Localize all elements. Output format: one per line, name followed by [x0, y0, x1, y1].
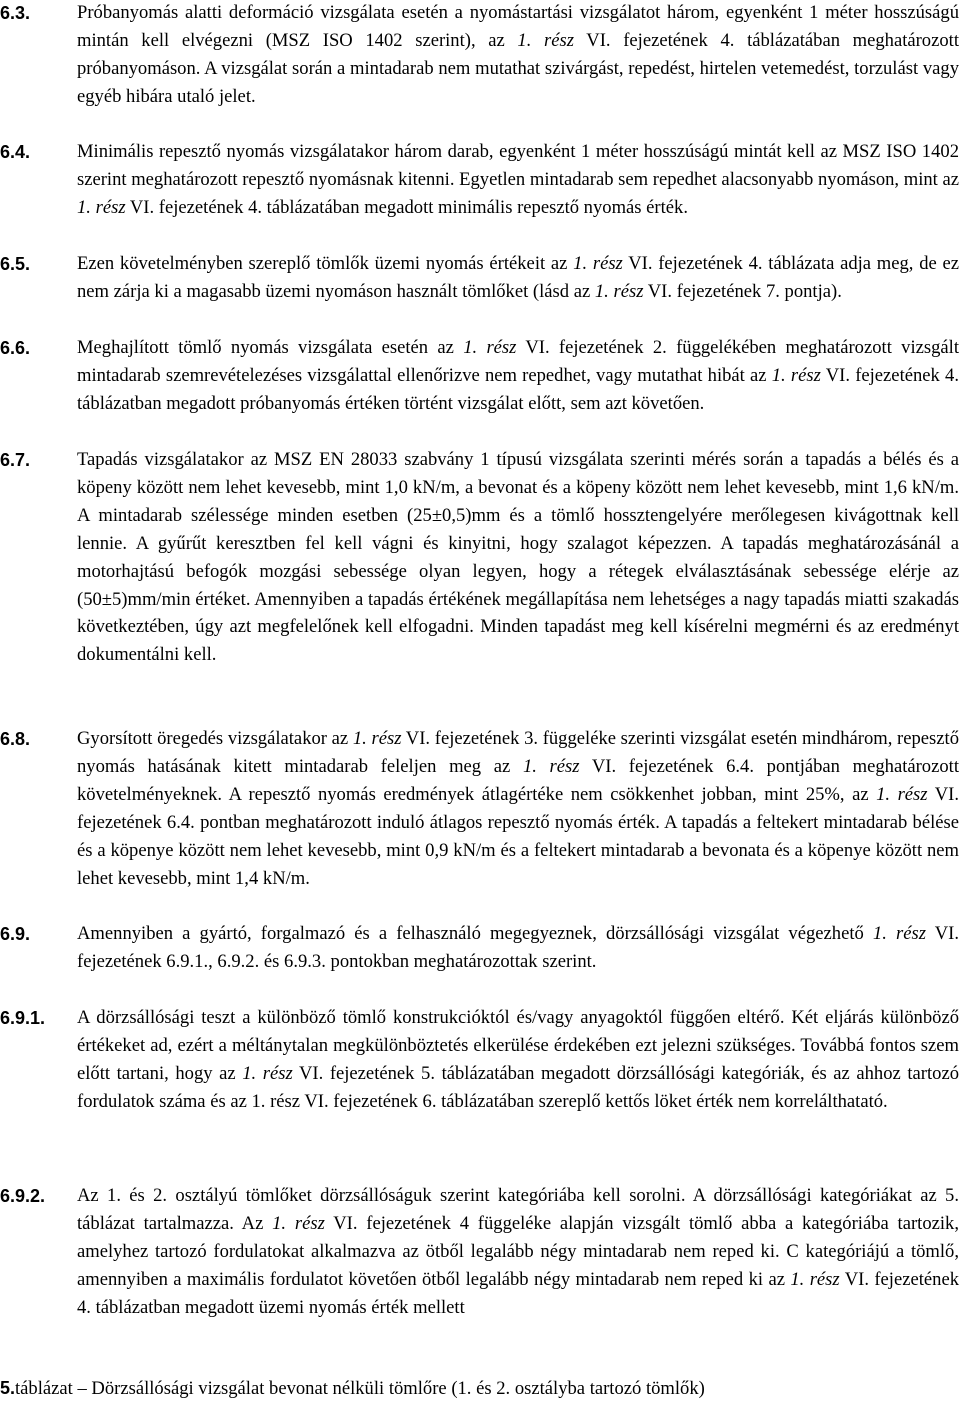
section-text — [77, 1182, 959, 1322]
italic-ref: 1. rész — [77, 196, 126, 218]
section-number: 6.9.2. — [0, 1186, 46, 1206]
text-run: A dörzsállósági teszt a különböző tömlő konstrukcióktól és/vagy anyagoktól függően eltérő. Két eljárás különböző értékeket ad, ezért a méltánytalan megkülönböztetés elkerülése érdekében ezt jelezni szükséges. Továbbá fontos szem előtt tartani, hogy az — [77, 1007, 959, 1084]
text-run: VI. fejezetének 4. táblázatban megadott üzemi nyomás érték mellett — [77, 1268, 959, 1318]
text-run: VI. fejezetének 3. függeléke szerinti vizsgálat esetén mindhárom, repesztő nyomás hatásának kitett mintadarab feleljen meg az — [77, 728, 959, 777]
text-run: VI. fejezetének 5. táblázatában megadott dörzsállósági kategóriák, és az ahhoz tartozó fordulatok száma és az 1. rész VI. fejezetének 6. táblázatában szereplő kettős löket érték nem korrelálthatató. — [77, 1062, 959, 1112]
text-run: VI. fejezetének 4 függeléke alapján vizsgált tömlő abba a kategóriába tartozik, amelyhez tartozó fordulatokat alkalmazva az ötből legalább négy mintadarab nem reped ki. C kategóriájú a tömlő, amennyiben a maximális fordulatot követően ötből legalább négy mintadarab nem reped ki az — [77, 1212, 959, 1290]
section-6-8 — [0, 725, 959, 892]
text-run: VI. fejezetének 6.9.1., 6.9.2. és 6.9.3. pontokban meghatározottak szerint. — [77, 923, 959, 972]
section-number: 6.7. — [0, 450, 31, 470]
section-6-6 — [0, 334, 959, 418]
italic-ref: 1. rész — [876, 783, 928, 805]
section-number: 6.4. — [0, 142, 31, 162]
italic-ref: 1. rész — [242, 1062, 293, 1084]
text-run: Próbanyomás alatti deformáció vizsgálata esetén a nyomástartási vizsgálatot három, egyenként 1 méter hosszúságú mintán kell elvégezni (MSZ ISO 1402 szerint), az — [77, 2, 959, 51]
caption-text: táblázat – Dörzsállósági vizsgálat bevonat nélküli tömlőre (1. és 2. osztályba tartozó tömlők) — [15, 1378, 705, 1399]
section-text — [77, 138, 959, 222]
table-caption — [0, 1376, 960, 1401]
text-run: Minimális repesztő nyomás vizsgálatakor három darab, egyenként 1 méter hosszúságú mintát kell az MSZ ISO 1402 szerint meghatározott repesztő nyomásnak kitenni. Egyetlen mintadarab sem repedhet alacsonyabb nyomáson, mint az — [77, 141, 959, 190]
text-run: VI. fejezetének 4. táblázatában megadott minimális repesztő nyomás érték. — [125, 196, 688, 218]
section-number: 6.3. — [0, 3, 31, 23]
text-run: VI. fejezetének 6.4. pontjában meghatározott követelményeknek. A repesztő nyomás eredmények átlagértéke nem csökkenhet jobban, mint 25%, az — [77, 755, 959, 805]
italic-ref: 1. rész — [790, 1268, 840, 1290]
italic-ref: 1. rész — [872, 923, 926, 944]
text-run: Amennyiben a gyártó, forgalmazó és a felhasználó megegyeznek, dörzsállósági vizsgálat végezhető — [77, 923, 873, 944]
italic-ref: 1. rész — [522, 755, 580, 777]
italic-ref: 1. rész — [594, 280, 644, 302]
text-run: Ezen követelményben szereplő tömlők üzemi nyomás értékeit az — [77, 253, 574, 274]
section-text — [77, 0, 959, 111]
text-run: VI. fejezetének 4. táblázata adja meg, de ez nem zárja ki a magasabb üzemi nyomáson használt tömlőket (lásd az — [77, 253, 959, 302]
section-6-9 — [0, 920, 959, 976]
section-text — [77, 725, 959, 892]
section-6-9-1 — [0, 1004, 959, 1116]
section-text — [77, 334, 959, 418]
section-text — [77, 250, 959, 306]
section-text — [77, 1004, 959, 1116]
italic-ref: 1. rész — [272, 1212, 325, 1234]
text-run: Gyorsított öregedés vizsgálatakor az — [77, 728, 353, 749]
text-run: Az 1. és 2. osztályú tömlőket dörzsállóságuk szerint kategóriába kell sorolni. A dörzsállósági kategóriákat az 5. táblázat tartalmazza. Az — [77, 1185, 959, 1234]
section-text — [77, 446, 959, 669]
text-run: VI. fejezetének 6.4. pontban meghatározott induló átlagos repesztő nyomás érték. A tapadás a feltekert mintadarab bélése és a köpenye között nem lehet kevesebb, mint 0,9 kN/m és a feltekert mintadarab a bevonata és a köpenye között nem lehet kevesebb, mint 1,4 kN/m. — [77, 783, 959, 889]
section-number: 6.8. — [0, 729, 31, 749]
italic-ref: 1. rész — [463, 337, 517, 358]
italic-ref: 1. rész — [517, 29, 574, 51]
italic-ref: 1. rész — [352, 728, 402, 749]
section-6-3 — [0, 0, 959, 111]
text-run: VI. fejezetének 4. táblázatában meghatározott próbanyomáson. A vizsgálat során a mintadarab nem mutathat szivárgást, repedést, hirtelen vetemedést, torzulást vagy egyéb hibára utaló jelet. — [77, 29, 959, 107]
section-6-9-2 — [0, 1182, 959, 1322]
section-number: 6.5. — [0, 254, 31, 274]
text-run: VI. fejezetének 2. függelékében meghatározott vizsgált mintadarab szemrevételezéses vizsgálattal ellenőrizve nem repedhet, vagy mutathat hibát az — [77, 337, 959, 386]
section-number: 6.6. — [0, 338, 31, 358]
section-text — [77, 920, 959, 976]
italic-ref: 1. rész — [771, 364, 821, 386]
italic-ref: 1. rész — [573, 253, 623, 274]
text-run: VI. fejezetének 4. táblázatban megadott próbanyomás értéken történt vizsgálat előtt, sem azt követően. — [77, 364, 959, 414]
section-number: 6.9.1. — [0, 1008, 46, 1028]
section-6-7 — [0, 446, 959, 669]
text-run: Meghajlított tömlő nyomás vizsgálata esetén az — [77, 337, 464, 358]
text-run: VI. fejezetének 7. pontja). — [643, 280, 842, 302]
section-6-5 — [0, 250, 959, 306]
text-run: Tapadás vizsgálatakor az MSZ EN 28033 szabvány 1 típusú vizsgálata szerinti mérés során a tapadás a bélés és a köpeny között nem lehet kevesebb, mint 1,0 kN/m, a bevonat és a köpeny között nem lehet kevesebb, mint 1,6 kN/m. A mintadarab szélessége minden esetben (25±0,5)mm és a tömlő hossztengelyére merőlegesen kivágottnak kell lennie. A gyűrűt keresztben fel kell vágni és kinyitni, hogy szalagot képezzen. A tapadás meghatározásánál a motorhajtású befogók mozgási sebessége olyan legyen, hogy a rétegek elválasztásának sebessége elérje az (50±5)mm/min értéket. Amennyiben a tapadás értékének megállapítása nem lehetséges a nagy tapadás miatti szakadás következtében, úgy azt megfelelőnek kell elfogadni. Minden tapadást meg kell kísérelni megmérni és az eredményt dokumentálni kell. — [77, 449, 959, 666]
section-6-4 — [0, 138, 959, 222]
section-number: 6.9. — [0, 924, 31, 944]
caption-number: 5. — [0, 1378, 16, 1398]
